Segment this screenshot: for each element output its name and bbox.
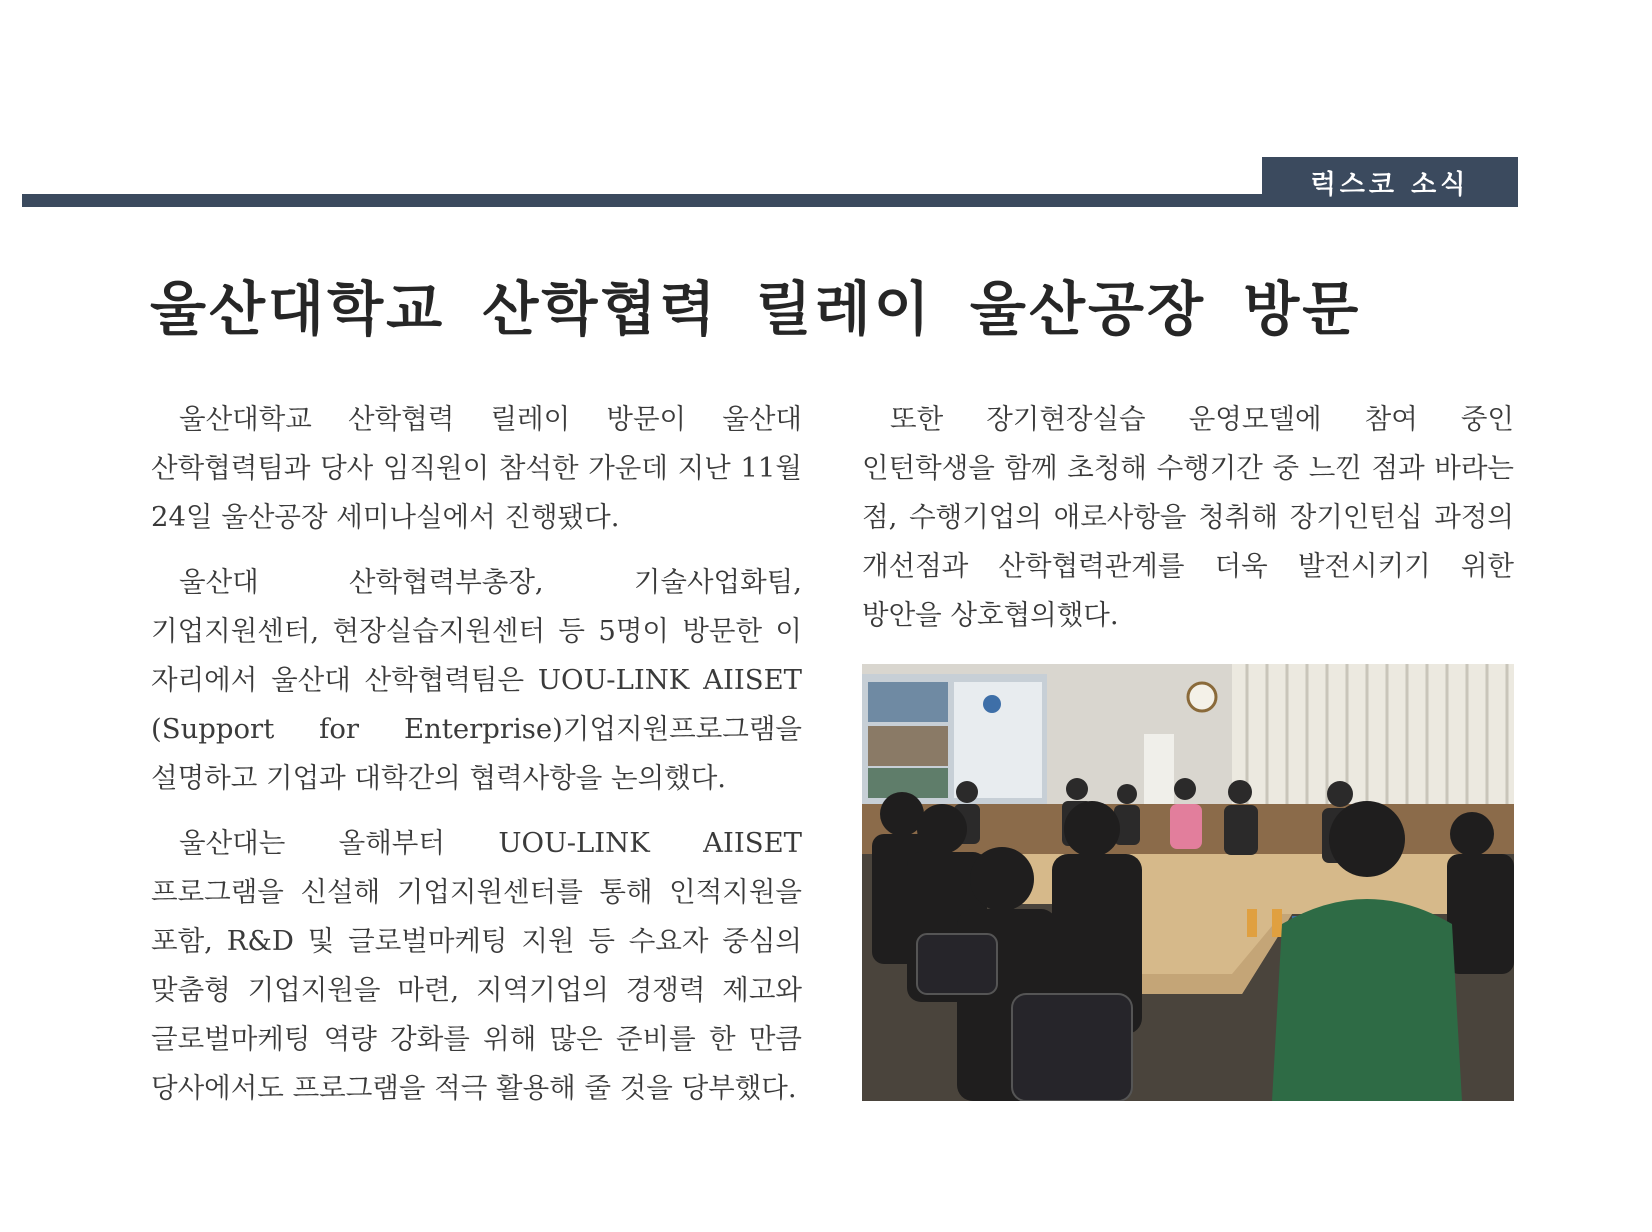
article-paragraph-3: 울산대는 올해부터 UOU-LINK AIISET 프로그램을 신설해 기업지원센터를 통해 인적지원을 포함, R&D 및 글로벌마케팅 지원 등 수요자 중심의 맞춤형 기업지원을 마련, 지역기업의 경쟁력 제고와 글로벌마케팅 역량 강화를 위해 많은 준비를 한 만큼 당사에서도 프로그램을 적극 활용해 줄 것을 당부했다. bbox=[151, 827, 802, 1104]
right-column bbox=[862, 395, 1514, 656]
page-title: 울산대학교 산학협력 릴레이 울산공장 방문 bbox=[150, 275, 1362, 343]
article-paragraph-2: 울산대 산학협력부총장, 기술사업화팀, 기업지원센터, 현장실습지원센터 등 5명이 방문한 이 자리에서 울산대 산학협력팀은 UOU-LINK AIISET (Support for Enterprise)기업지원프로그램을 설명하고 기업과 대학간의 협력사항을 논의했다. bbox=[151, 566, 802, 794]
left-column bbox=[151, 395, 802, 1129]
article-paragraph-4: 또한 장기현장실습 운영모델에 참여 중인 인턴학생을 함께 초청해 수행기간 중 느낀 점과 바라는 점, 수행기업의 애로사항을 청취해 장기인턴십 과정의 개선점과 산학협력관계를 더욱 발전시키기 위한 방안을 상호협의했다. bbox=[862, 403, 1514, 631]
section-label: 럭스코 소식 bbox=[1262, 157, 1518, 207]
meeting-photo bbox=[862, 664, 1514, 1101]
article-paragraph-1: 울산대학교 산학협력 릴레이 방문이 울산대 산학협력팀과 당사 임직원이 참석한 가운데 지난 11월 24일 울산공장 세미나실에서 진행됐다. bbox=[151, 403, 802, 533]
meeting-photo-illustration bbox=[862, 664, 1514, 1101]
